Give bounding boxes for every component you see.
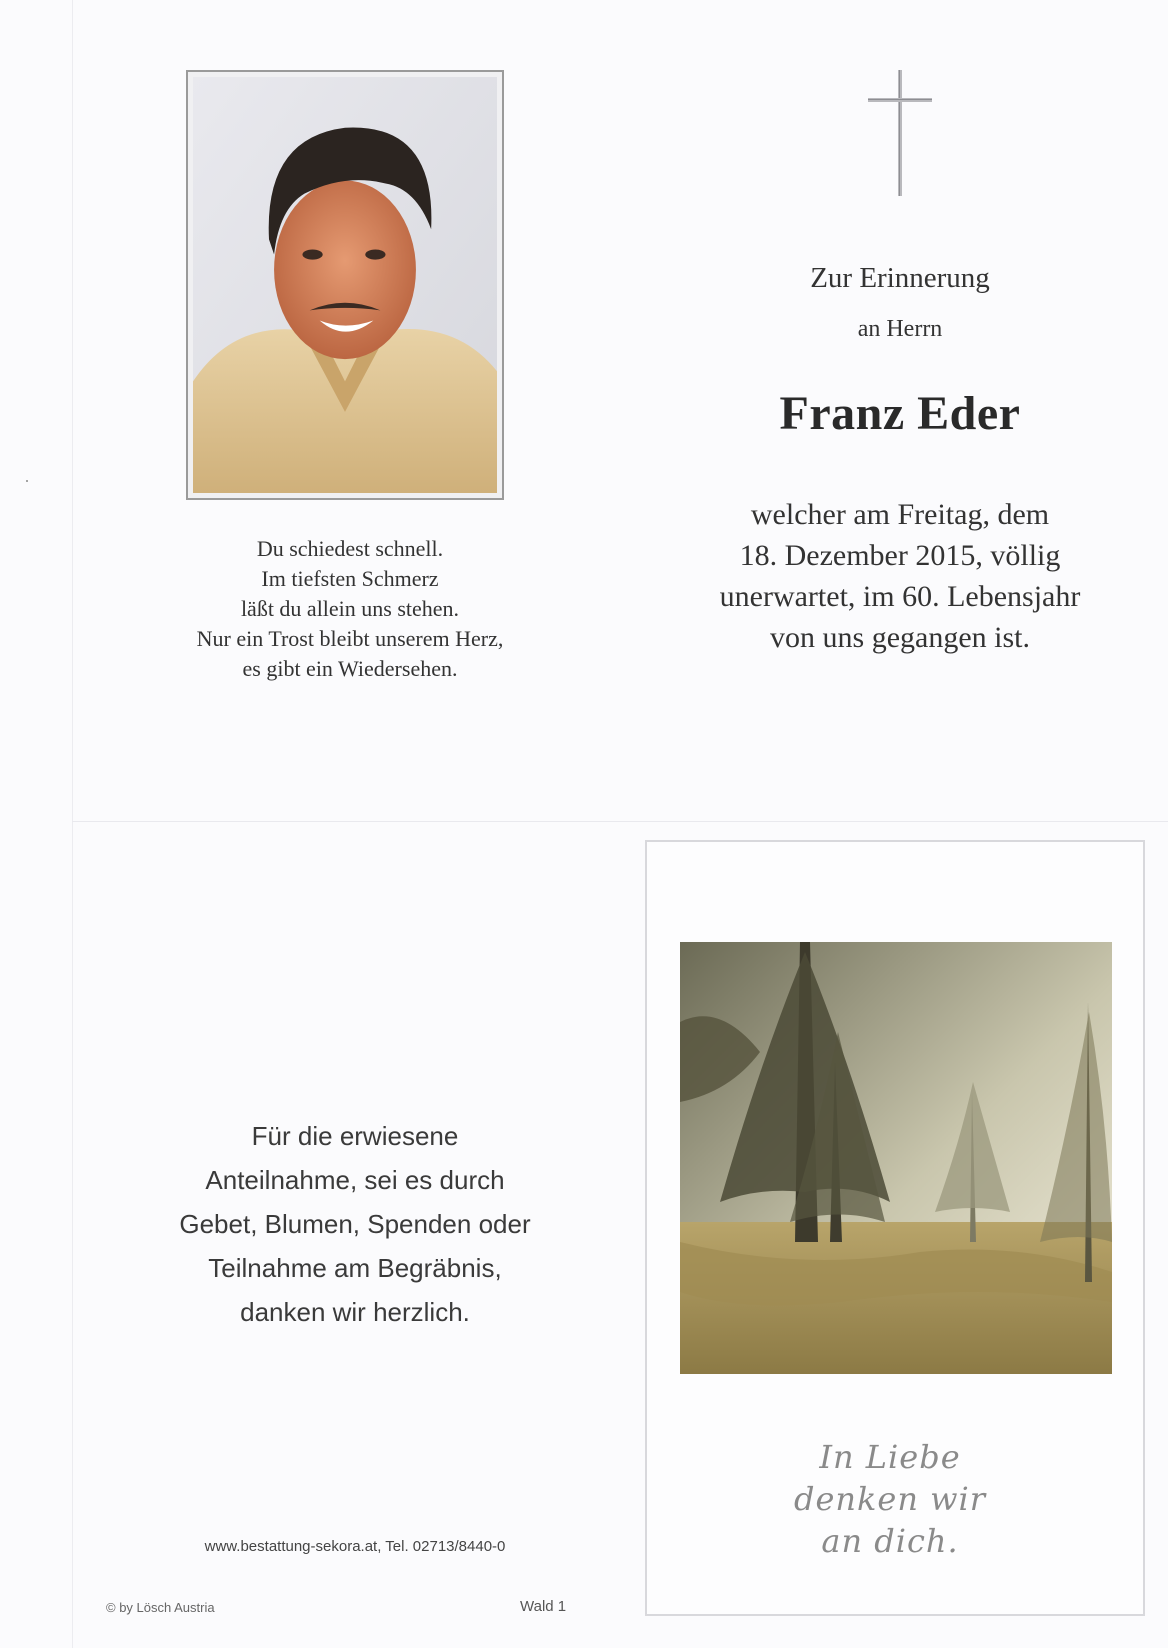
thanks-line: Gebet, Blumen, Spenden oder — [179, 1209, 531, 1239]
fold-line-horizontal — [72, 821, 1168, 822]
thanks-line: Teilnahme am Begräbnis, — [208, 1253, 502, 1283]
scan-speck — [26, 480, 28, 482]
poem-line: Nur ein Trost bleibt unserem Herz, — [196, 626, 504, 651]
thanks-text — [130, 1114, 580, 1334]
intro-line-1: Zur Erinnerung — [810, 262, 990, 294]
obituary-line: von uns gegangen ist. — [770, 621, 1030, 654]
script-line: an dich. — [821, 1522, 959, 1560]
intro-line-2: an Herrn — [857, 316, 943, 342]
copyright-note: © by Lösch Austria — [106, 1600, 215, 1615]
design-code: Wald 1 — [520, 1598, 567, 1615]
forest-landscape-photo — [680, 942, 1112, 1374]
thanks-line: danken wir herzlich. — [240, 1297, 470, 1327]
script-message — [760, 1436, 1020, 1562]
obituary-text — [660, 494, 1140, 658]
poem-line: es gibt ein Wiedersehen. — [242, 656, 458, 681]
portrait-image — [193, 77, 497, 493]
poem-line: läßt du allein uns stehen. — [240, 596, 460, 621]
fold-line-vertical — [72, 0, 73, 1648]
poem-line: Im tiefsten Schmerz — [261, 566, 439, 591]
thanks-line: Für die erwiesene — [251, 1121, 459, 1151]
script-line: denken wir — [793, 1480, 987, 1518]
script-line: In Liebe — [819, 1438, 961, 1476]
thanks-line: Anteilnahme, sei es durch — [205, 1165, 505, 1195]
funeral-home-contact: www.bestattung-sekora.at, Tel. 02713/8440-0 — [204, 1538, 506, 1555]
cross-icon — [868, 70, 932, 196]
obituary-line: unerwartet, im 60. Lebensjahr — [719, 580, 1081, 613]
poem-line: Du schiedest schnell. — [256, 536, 444, 561]
portrait-photo — [186, 70, 504, 500]
obituary-line: welcher am Freitag, dem — [750, 498, 1050, 531]
memorial-poem — [150, 534, 550, 684]
obituary-line: 18. Dezember 2015, völlig — [739, 539, 1061, 572]
deceased-name: Franz Eder — [779, 387, 1021, 440]
